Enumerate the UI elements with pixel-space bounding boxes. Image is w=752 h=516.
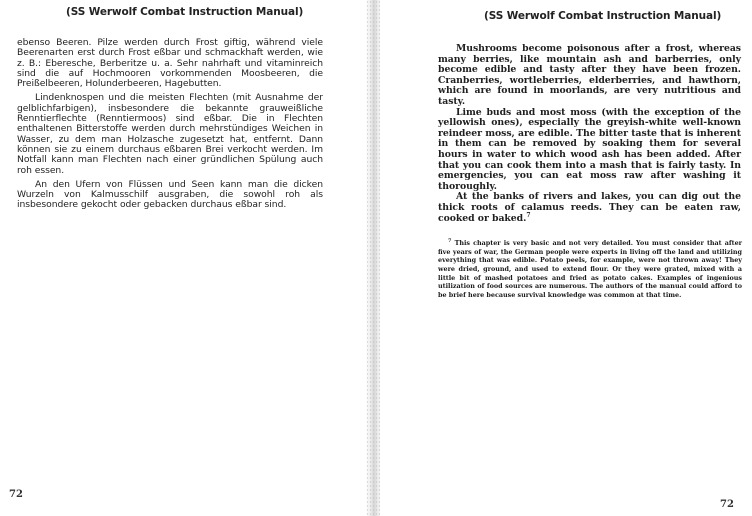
footnote (438, 237, 742, 299)
footnote-text: This chapter is very basic and not very detailed. You must consider that after five years of war, the German people were experts in living off the land and utilizing everything that was edible. Potato peels, for example, were not thrown away! They were dried, ground, and used to extend flour. Or they were grated, mixed with a little bit of mashed potatoes and fried as potato cakes. Examples of ingenious utilization of food sources are numerous. The authors of the manual could afford to be brief here because survival knowledge was common at that time. (438, 239, 743, 299)
running-head: (SS Werwolf Combat Instruction Manual) (484, 10, 722, 22)
paragraph: Mushrooms become poisonous after a frost, whereas many berries, like mountain ash and barberries, only become edible and tasty after they have been frozen. Cranberries, wortleberries, elderberries, and hawthorn, which are found in moorlands, are very nutritious and tasty. (438, 43, 741, 107)
page-number: 72 (720, 499, 734, 510)
right-page (380, 0, 752, 516)
paragraph: Lindenknospen und die meisten Flechten (mit Ausnahme der gelblichfarbigen), insbesondere die bekannte grauweißliche Renntierflechte (Renntiermoos) sind eßbar. Die in Flechten enthaltenen Bitterstoffe werden durch mehrstündiges Weichen in Wasser, zu dem man Holzasche zugesetzt hat, entfernt. Dann können sie zu einem durchaus eßbaren Brei verkocht werden. Im Notfall kann man Flechten nach einer gründlichen Spülung auch roh essen. (17, 92, 323, 176)
paragraph: Lime buds and most moss (with the exception of the yellowish ones), especially the greyish-white well-known reindeer moss, are edible. The bitter taste that is inherent in them can be removed by soaking them for several hours in water to which wood ash has been added. After that you can cook them into a mash that is fairly tasty. In emergencies, you can eat moss raw after washing it thoroughly. (438, 106, 741, 192)
page-number: 72 (9, 489, 23, 500)
footnote-reference: 7 (526, 211, 531, 219)
page-body-german (17, 38, 323, 215)
running-head: (SS Werwolf Combat Instruction Manual) (66, 6, 304, 18)
footnote-marker: 7 (448, 238, 452, 244)
left-page (0, 0, 372, 516)
paragraph: An den Ufern von Flüssen und Seen kann man die dicken Wurzeln von Kalmusschilf ausgraben, die sowohl roh als insbesondere gekocht oder gebacken durchaus eßbar sind. (17, 178, 323, 211)
paragraph-text: At the banks of rivers and lakes, you can dig out the thick roots of calamus reeds. They can be eaten raw, cooked or baked. (438, 191, 741, 224)
paragraph-with-footnote-ref (438, 192, 741, 224)
page-body-english (438, 44, 741, 224)
paragraph: ebenso Beeren. Pilze werden durch Frost giftig, während viele Beerenarten erst durch Frost eßbar und schmackhaft werden, wie z. B.: Eberesche, Berberitze u. a. Sehr nahrhaft und vitaminreich sind die auf Hochmooren vorkommenden Moosbeeren, die Preißelbeeren, Holunderbeeren, Hagebutten. (17, 37, 323, 90)
